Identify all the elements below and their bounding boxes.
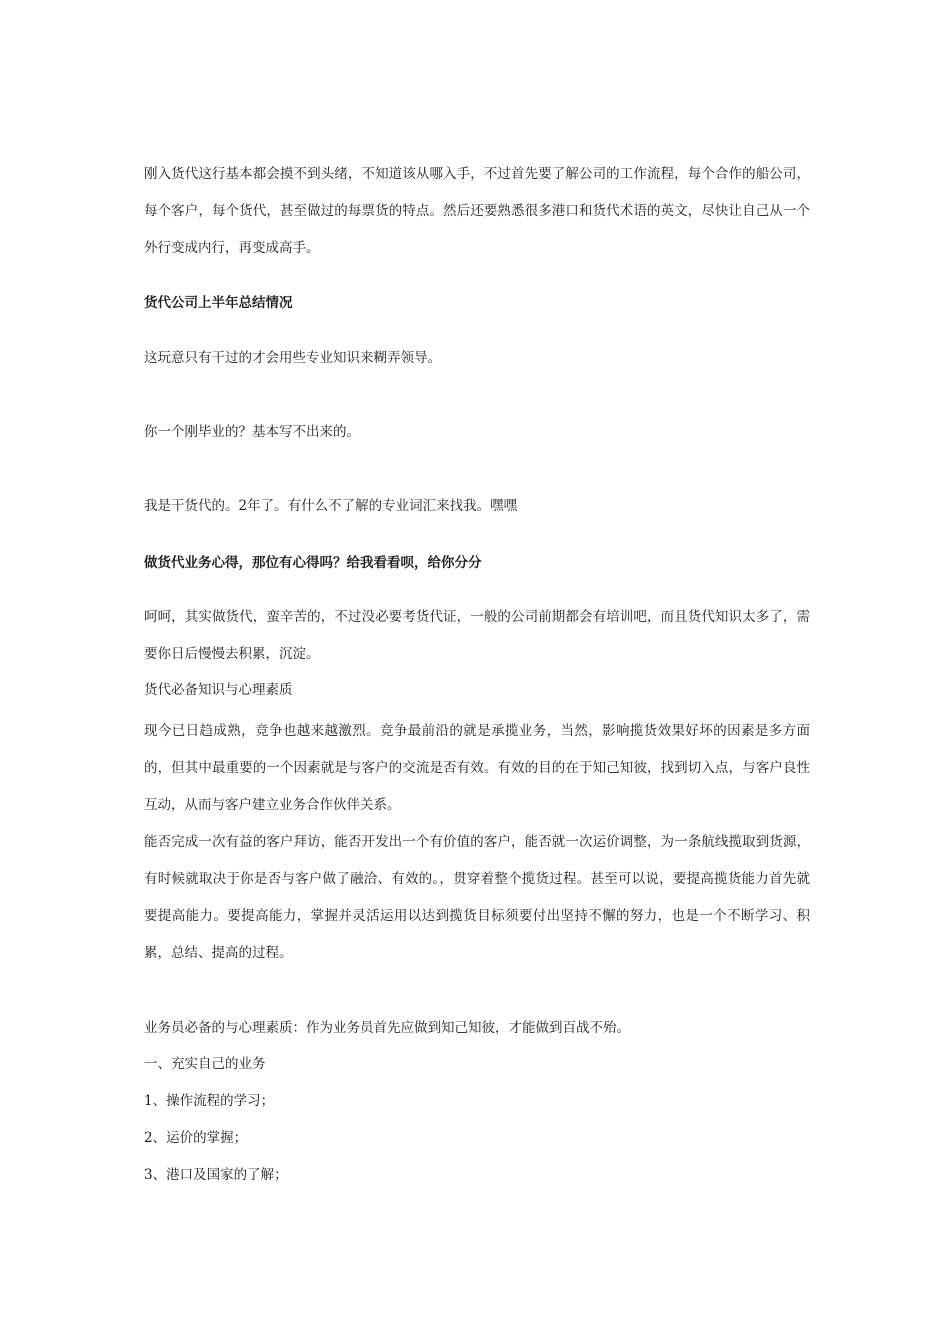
knowledge-subtitle: 货代必备知识与心理素质 [144, 682, 293, 698]
reply-paragraph-1: 这玩意只有干过的才会用些专业知识来糊弄领导。 [144, 350, 441, 366]
list-item: 1、操作流程的学习； [144, 1093, 275, 1109]
ability-paragraph: 能否完成一次有益的客户拜访，能否开发出一个有价值的客户，能否就一次运价调整，为一条航线揽取到货源，有时候就取决于你是否与客户做了融洽、有效的。，贯穿着整个揽货过程。甚至可以说，要提高揽货能力首先就要提高能力。要提高能力，掌握并灵活运用以达到揽货目标须要付出坚持不懈的努力，也是一个不断学习、积累，总结、提高的过程。 [144, 834, 810, 961]
answer-paragraph: 呵呵，其实做货代，蛮辛苦的，不过没必要考货代证，一般的公司前期都会有培训吧，而且货代知识太多了，需要你日后慢慢去积累，沉淀。 [144, 609, 810, 662]
salesman-paragraph: 业务员必备的与心理素质：作为业务员首先应做到知己知彼，才能做到百战不殆。 [144, 1020, 630, 1036]
list-item: 2、运价的掌握； [144, 1130, 248, 1146]
list-item: 3、港口及国家的了解； [144, 1167, 288, 1183]
intro-paragraph: 刚入货代这行基本都会摸不到头绪，不知道该从哪入手，不过首先要了解公司的工作流程，每个合作的船公司，每个客户，每个货代，甚至做过的每票货的特点。然后还要熟悉很多港口和货代术语的英文，尽快让自己从一个外行变成内行，再变成高手。 [144, 166, 810, 256]
reply-paragraph-2: 你一个刚毕业的？基本写不出来的。 [144, 424, 360, 440]
section-heading-experience: 做货代业务心得，那位有心得吗？给我看看呗，给你分分 [144, 555, 482, 571]
competition-paragraph: 现今已日趋成熟，竞争也越来越激烈。竞争最前沿的就是承揽业务，当然，影响揽货效果好坏的因素是多方面的，但其中最重要的一个因素就是与客户的交流是否有效。有效的目的在于知己知彼，找到切入点，与客户良性互动，从而与客户建立业务合作伙伴关系。 [144, 723, 810, 813]
reply-paragraph-3: 我是干货代的。2年了。有什么不了解的专业词汇来找我。嘿嘿 [144, 498, 518, 514]
list-title: 一、充实自己的业务 [144, 1056, 266, 1072]
section-heading-summary: 货代公司上半年总结情况 [144, 295, 293, 311]
